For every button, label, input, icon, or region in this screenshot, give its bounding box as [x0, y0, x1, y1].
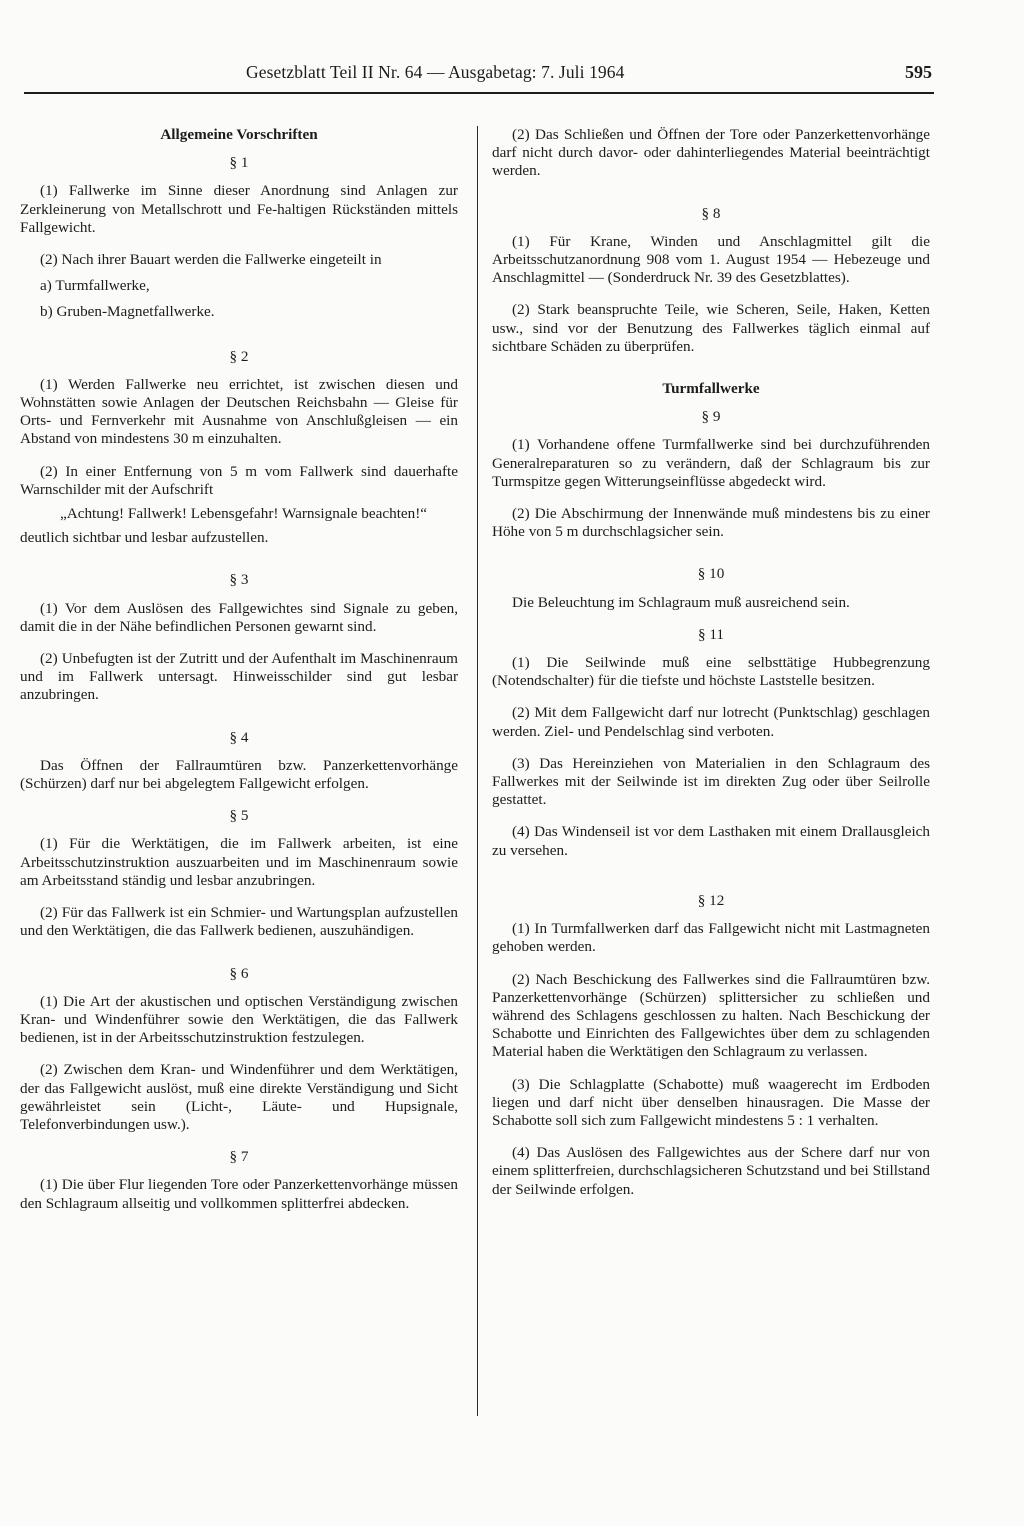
paragraph: (1) Werden Fallwerke neu errichtet, ist zwischen diesen und Wohnstätten sowie Anlagen der Deutschen Reichsbahn — Gleise für Orts- und Fernverkehr mit Ausnahme von Anschlußgleisen — ein Abstand von mindestens 30 m einzuhalten.: [20, 375, 458, 448]
paragraph: (2) Für das Fallwerk ist ein Schmier- und Wartungsplan aufzustellen und den Werktätigen, die das Fallwerk bedienen, auszuhändigen.: [20, 904, 458, 940]
paragraph: (1) Vor dem Auslösen des Fallgewichtes sind Signale zu geben, damit die in der Nähe befindlichen Personen gewarnt sind.: [20, 599, 458, 635]
paragraph: (1) Für die Werktätigen, die im Fallwerk arbeiten, ist eine Arbeitsschutzinstruktion auszuarbeiten und im Maschinenraum sowie am Arbeitsstand ständig und lesbar anzubringen.: [20, 835, 458, 889]
paragraph-number: § 7: [229, 1148, 249, 1166]
paragraph: (1) Die Art der akustischen und optischen Verständigung zwischen Kran- und Windenführer sowie den Werktätigen, die das Fallwerk bedienen, ist in der Arbeitsschutzinstruktion festzulegen.: [20, 992, 458, 1047]
paragraph: (2) Zwischen dem Kran- und Windenführer und dem Werktätigen, der das Fallgewicht auslöst, muß eine direkte Verständigung und Sicht gewährleistet sein (Licht-, Läute- und Hupsignale, Telefonverbindungen usw.).: [20, 1061, 458, 1133]
paragraph: (1) Die über Flur liegenden Tore oder Panzerkettenvorhänge müssen den Schlagraum allseitig und vollkommen splitterfrei abdecken.: [20, 1176, 458, 1212]
paragraph-number: § 6: [229, 964, 249, 982]
paragraph: (2) Unbefugten ist der Zutritt und der Aufenthalt im Maschinenraum und im Fallwerk untersagt. Hinweisschilder sind gut lesbar anzubringen.: [20, 650, 458, 704]
paragraph: (2) Nach Beschickung des Fallwerkes sind die Fallraumtüren bzw. Panzerkettenvorhänge (Schürzen) splittersicher zu schließen und während des Schlagens geschlossen zu halten. Nach Beschickung der Schabotte und Einrichten des Fallgewichtes über dem zu schlagenden Material haben die Werktätigen den Schlagraum zu verlassen.: [492, 970, 930, 1061]
paragraph-number: § 11: [697, 625, 724, 643]
paragraph: (2) Nach ihrer Bauart werden die Fallwerke eingeteilt in: [40, 251, 382, 269]
paragraph-number: § 9: [701, 408, 721, 426]
paragraph: (2) Die Abschirmung der Innenwände muß mindestens bis zu einer Höhe von 5 m durchschlagsicher sein.: [492, 505, 930, 541]
page-number: 595: [905, 62, 932, 82]
paragraph: (1) Die Seilwinde muß eine selbsttätige Hubbegrenzung (Notendschalter) für die tiefste und höchste Laststelle besitzen.: [492, 654, 930, 690]
right-column: [492, 126, 930, 1213]
paragraph: (4) Das Auslösen des Fallgewichtes aus der Schere darf nur von einem splitterfreien, durchschlagsicheren Schutzstand und bei Stillstand der Seilwinde erfolgen.: [492, 1144, 930, 1198]
column-divider: [477, 126, 478, 1416]
paragraph: (3) Das Hereinziehen von Materialien in den Schlagraum des Fallwerkes mit der Seilwinde ist im direkten Zug oder über Seilrolle gestattet.: [492, 754, 930, 809]
section-heading: Allgemeine Vorschriften: [160, 126, 318, 143]
paragraph-number: § 4: [229, 728, 249, 746]
header-rule: [24, 92, 934, 94]
paragraph: Die Beleuchtung im Schlagraum muß ausreichend sein.: [512, 593, 850, 611]
paragraph-number: § 12: [697, 891, 725, 909]
section-heading: Turmfallwerke: [662, 380, 760, 398]
paragraph-number: § 3: [229, 571, 249, 589]
paragraph: (3) Die Schlagplatte (Schabotte) muß waagerecht im Erdboden liegen und darf nicht über denselben hinausragen. Die Masse der Schabotte soll sich zum Fallgewicht mindestens 5 : 1 verhalten.: [492, 1075, 930, 1129]
paragraph: (1) Für Krane, Winden und Anschlagmittel gilt die Arbeitsschutzanordnung 908 vom 1. August 1954 — Hebezeuge und Anschlagmittel — (Sonderdruck Nr. 39 des Gesetzblattes).: [492, 232, 930, 287]
paragraph: Das Öffnen der Fallraumtüren bzw. Panzerkettenvorhänge (Schürzen) darf nur bei abgelegtem Fallgewicht erfolgen.: [20, 756, 458, 793]
paragraph: (4) Das Windenseil ist vor dem Lasthaken mit einem Drallausgleich zu versehen.: [492, 823, 930, 859]
paragraph: (1) Vorhandene offene Turmfallwerke sind bei durchzuführenden Generalreparaturen so zu verändern, daß der Schlagraum bis zur Turmspitze gegen Witterungseinflüsse abgedeckt wird.: [492, 436, 930, 490]
paragraph-number: § 8: [701, 204, 721, 222]
paragraph: deutlich sichtbar und lesbar aufzustellen.: [20, 529, 269, 547]
paragraph: (1) In Turmfallwerken darf das Fallgewicht nicht mit Lastmagneten gehoben werden.: [492, 920, 930, 956]
paragraph: (2) Das Schließen und Öffnen der Tore oder Panzerkettenvorhänge darf nicht durch davor- oder dahinterliegendes Material beeinträchtigt werden.: [492, 126, 930, 180]
paragraph: (1) Fallwerke im Sinne dieser Anordnung sind Anlagen zur Zerkleinerung von Metallschrott und Fe-haltigen Rückständen mittels Fallgewicht.: [20, 182, 458, 236]
warning-quote: „Achtung! Fallwerk! Lebensgefahr! Warnsignale beachten!“: [60, 505, 428, 523]
list-item: a) Turmfallwerke,: [40, 277, 150, 295]
paragraph-number: § 10: [697, 565, 725, 583]
left-column: [20, 126, 458, 1227]
paragraph-number: § 2: [229, 347, 249, 365]
paragraph: (2) Mit dem Fallgewicht darf nur lotrecht (Punktschlag) geschlagen werden. Ziel- und Pendelschlag sind verboten.: [492, 704, 930, 740]
running-title: Gesetzblatt Teil II Nr. 64 — Ausgabetag: 7. Juli 1964: [246, 62, 625, 82]
page-header: [24, 62, 934, 94]
list-item: b) Gruben-Magnetfallwerke.: [40, 303, 215, 321]
paragraph: (2) Stark beanspruchte Teile, wie Scheren, Seile, Haken, Ketten usw., sind vor der Benutzung des Fallwerkes täglich einmal auf sichtbare Schäden zu überprüfen.: [492, 301, 930, 355]
paragraph-number: § 1: [229, 154, 249, 172]
paragraph: (2) In einer Entfernung von 5 m vom Fallwerk sind dauerhafte Warnschilder mit der Aufschrift: [20, 462, 458, 498]
paragraph-number: § 5: [229, 807, 249, 825]
